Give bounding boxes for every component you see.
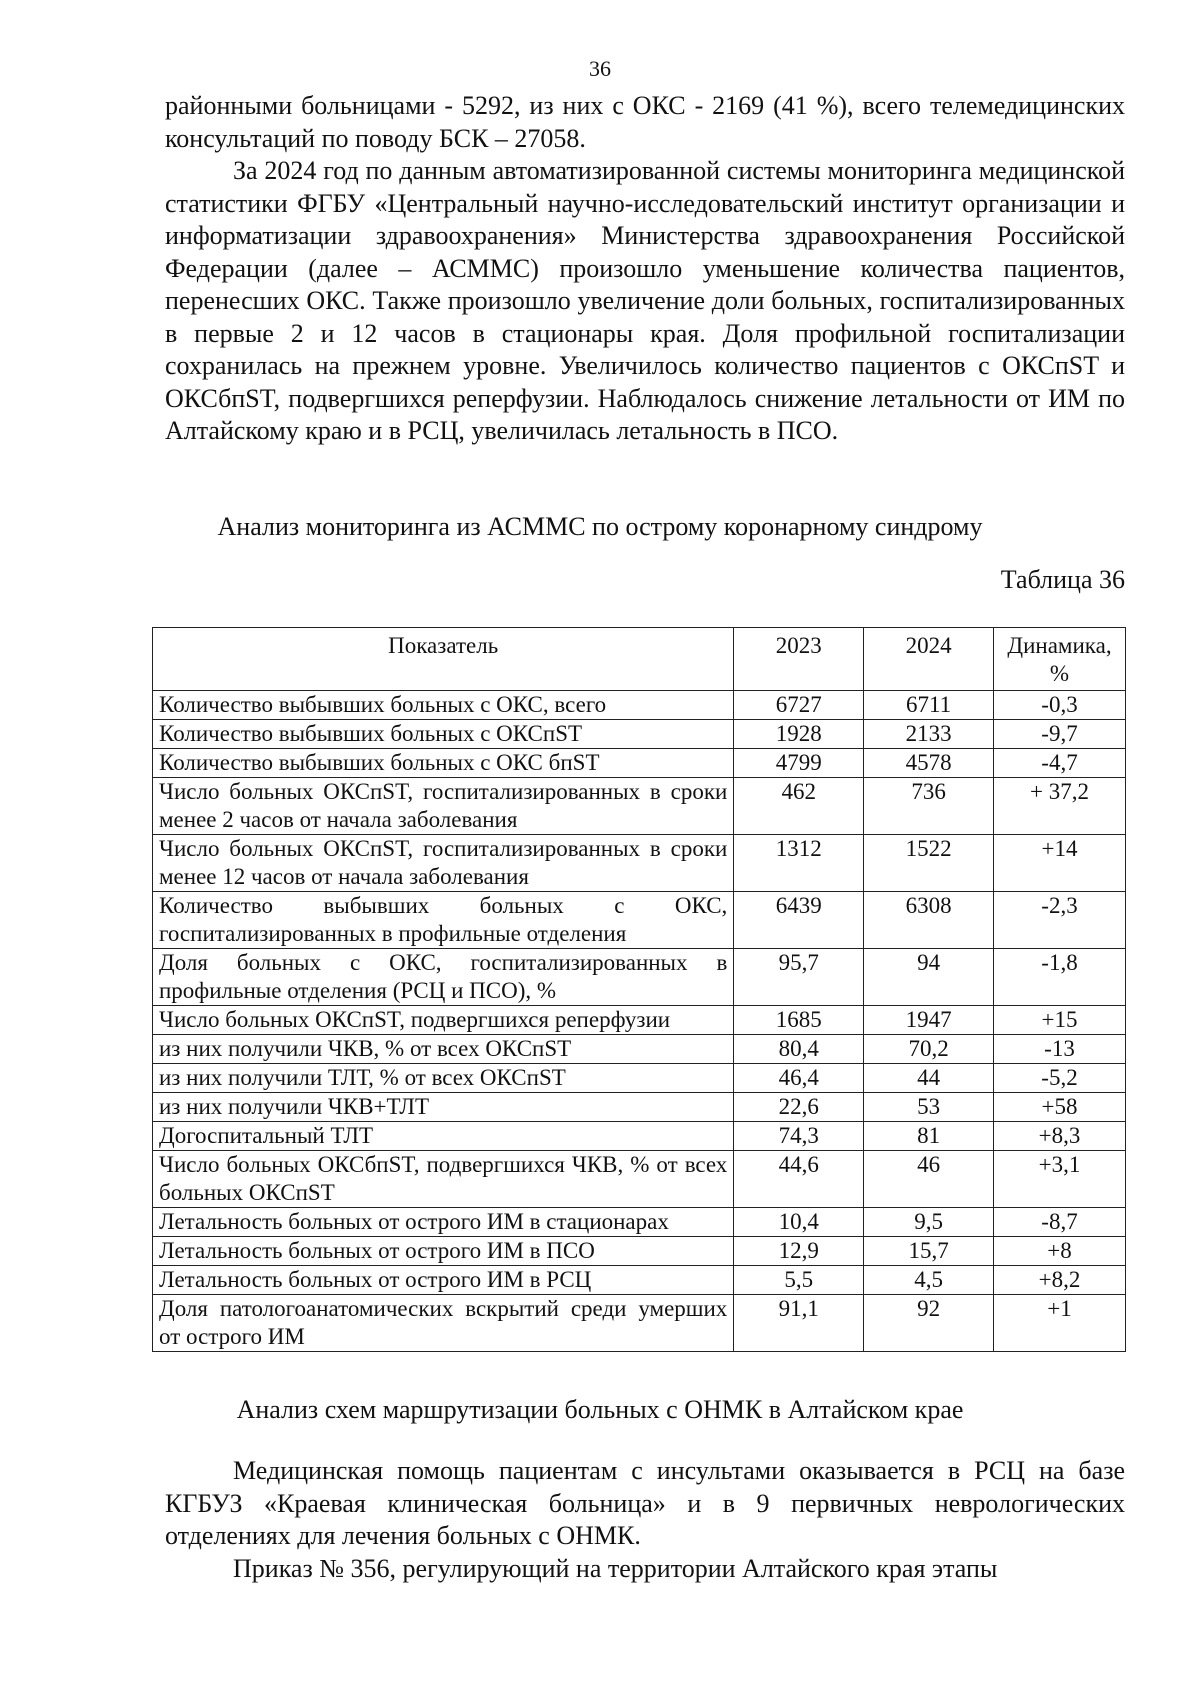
cell-dynamics: -1,8: [994, 949, 1126, 1006]
table-body: [153, 691, 1126, 1352]
cell-dynamics: +58: [994, 1093, 1126, 1122]
cell-dynamics: +3,1: [994, 1151, 1126, 1208]
cell-dynamics: -13: [994, 1035, 1126, 1064]
cell-2024: 2133: [864, 720, 994, 749]
cell-2024: 81: [864, 1122, 994, 1151]
cell-2023: 462: [734, 778, 864, 835]
cell-2024: 4,5: [864, 1266, 994, 1295]
cell-indicator: Количество выбывших больных с ОКС, всего: [153, 691, 734, 720]
table-row: [153, 1064, 1126, 1093]
intro-paragraph: районными больницами - 5292, из них с ОКС - 2169 (41 %), всего телемедицинских консультаций по поводу БСК – 27058.: [165, 91, 1125, 153]
cell-2024: 6711: [864, 691, 994, 720]
header-dynamics: Динамика, %: [994, 628, 1126, 691]
cell-dynamics: -2,3: [994, 892, 1126, 949]
cell-indicator: Догоспитальный ТЛТ: [153, 1122, 734, 1151]
order-paragraph: Приказ № 356, регулирующий на территории Алтайского края этапы: [233, 1553, 998, 1583]
cell-2024: 15,7: [864, 1237, 994, 1266]
cell-2024: 736: [864, 778, 994, 835]
cell-dynamics: +1: [994, 1295, 1126, 1352]
cell-2023: 10,4: [734, 1208, 864, 1237]
cell-indicator: Летальность больных от острого ИМ в ПСО: [153, 1237, 734, 1266]
intro-text: [165, 90, 1125, 448]
table-row: [153, 1093, 1126, 1122]
cell-dynamics: + 37,2: [994, 778, 1126, 835]
table-row: [153, 1006, 1126, 1035]
cell-2023: 6727: [734, 691, 864, 720]
cell-2024: 4578: [864, 749, 994, 778]
asmms-paragraph: За 2024 год по данным автоматизированной системы мониторинга медицинской статистики ФГБУ «Центральный научно-исследовательский институт организации и информатизации здравоохранения» Министерства здравоохранения Российской Федерации (далее – АСММС) произошло уменьшение количества пациентов, перенесших ОКС. Также произошло увеличение доли больных, госпитализированных в первые 2 и 12 часов в стационары края. Доля профильной госпитализации сохранилась на прежнем уровне. Увеличилось количество пациентов с ОКСпST и ОКСбпST, подвергшихся реперфузии. Наблюдалось снижение летальности от ИМ по Алтайскому краю и в РСЦ, увеличилась летальность в ПСО.: [165, 156, 1125, 445]
cell-2024: 6308: [864, 892, 994, 949]
cell-indicator: Доля больных с ОКС, госпитализированных в профильные отделения (РСЦ и ПСО), %: [153, 949, 734, 1006]
table-row: [153, 691, 1126, 720]
cell-2024: 1947: [864, 1006, 994, 1035]
table-row: [153, 1122, 1126, 1151]
table-row: [153, 778, 1126, 835]
cell-dynamics: +15: [994, 1006, 1126, 1035]
table-row: [153, 1151, 1126, 1208]
header-indicator: Показатель: [153, 628, 734, 691]
header-2023: 2023: [734, 628, 864, 691]
cell-2023: 95,7: [734, 949, 864, 1006]
cell-2023: 6439: [734, 892, 864, 949]
cell-indicator: из них получили ТЛТ, % от всех ОКСпST: [153, 1064, 734, 1093]
cell-2023: 12,9: [734, 1237, 864, 1266]
table-row: [153, 835, 1126, 892]
cell-dynamics: +8,3: [994, 1122, 1126, 1151]
cell-2024: 53: [864, 1093, 994, 1122]
cell-2024: 46: [864, 1151, 994, 1208]
cell-2024: 9,5: [864, 1208, 994, 1237]
cell-dynamics: +8: [994, 1237, 1126, 1266]
cell-2023: 74,3: [734, 1122, 864, 1151]
cell-2023: 1928: [734, 720, 864, 749]
cell-indicator: из них получили ЧКВ, % от всех ОКСпST: [153, 1035, 734, 1064]
cell-indicator: Число больных ОКСпST, подвергшихся реперфузии: [153, 1006, 734, 1035]
page-number: 36: [589, 56, 611, 81]
cell-indicator: Число больных ОКСпST, госпитализированных в сроки менее 2 часов от начала заболевания: [153, 778, 734, 835]
cell-indicator: из них получили ЧКВ+ТЛТ: [153, 1093, 734, 1122]
cell-2023: 4799: [734, 749, 864, 778]
cell-indicator: Количество выбывших больных с ОКС бпST: [153, 749, 734, 778]
cell-2023: 1312: [734, 835, 864, 892]
table-row: [153, 1295, 1126, 1352]
cell-indicator: Летальность больных от острого ИМ в РСЦ: [153, 1266, 734, 1295]
cell-2024: 92: [864, 1295, 994, 1352]
cell-2024: 1522: [864, 835, 994, 892]
cell-2024: 44: [864, 1064, 994, 1093]
table-row: [153, 949, 1126, 1006]
cell-2023: 91,1: [734, 1295, 864, 1352]
cell-2023: 22,6: [734, 1093, 864, 1122]
table-row: [153, 1208, 1126, 1237]
cell-2024: 70,2: [864, 1035, 994, 1064]
cell-dynamics: -4,7: [994, 749, 1126, 778]
header-2024: 2024: [864, 628, 994, 691]
cell-indicator: Число больных ОКСбпST, подвергшихся ЧКВ, % от всех больных ОКСпST: [153, 1151, 734, 1208]
cell-2023: 46,4: [734, 1064, 864, 1093]
cell-2024: 94: [864, 949, 994, 1006]
cell-dynamics: -8,7: [994, 1208, 1126, 1237]
table-row: [153, 1035, 1126, 1064]
table-header-row: [153, 628, 1126, 691]
table-row: [153, 1237, 1126, 1266]
cell-dynamics: -9,7: [994, 720, 1126, 749]
section-heading-stroke: Анализ схем маршрутизации больных с ОНМК в Алтайском крае: [236, 1395, 964, 1424]
cell-2023: 5,5: [734, 1266, 864, 1295]
table-row: [153, 1266, 1126, 1295]
cell-dynamics: +14: [994, 835, 1126, 892]
table-row: [153, 892, 1126, 949]
cell-dynamics: -0,3: [994, 691, 1126, 720]
stroke-care-paragraph: Медицинская помощь пациентам с инсультами оказывается в РСЦ на базе КГБУЗ «Краевая клиническая больница» и в 9 первичных неврологических отделениях для лечения больных с ОНМК.: [165, 1456, 1125, 1550]
cell-indicator: Количество выбывших больных с ОКСпST: [153, 720, 734, 749]
table-row: [153, 749, 1126, 778]
stroke-text: [165, 1455, 1125, 1585]
cell-indicator: Летальность больных от острого ИМ в стационарах: [153, 1208, 734, 1237]
cell-dynamics: -5,2: [994, 1064, 1126, 1093]
table-row: [153, 720, 1126, 749]
cell-dynamics: +8,2: [994, 1266, 1126, 1295]
section-heading-acs: Анализ мониторинга из АСММС по острому коронарному синдрому: [217, 512, 983, 541]
cell-2023: 80,4: [734, 1035, 864, 1064]
cell-indicator: Количество выбывших больных с ОКС, госпитализированных в профильные отделения: [153, 892, 734, 949]
acs-monitoring-table: [152, 627, 1126, 1352]
cell-indicator: Число больных ОКСпST, госпитализированных в сроки менее 12 часов от начала заболевания: [153, 835, 734, 892]
cell-2023: 1685: [734, 1006, 864, 1035]
cell-indicator: Доля патологоанатомических вскрытий среди умерших от острого ИМ: [153, 1295, 734, 1352]
cell-2023: 44,6: [734, 1151, 864, 1208]
table-caption: Таблица 36: [1000, 565, 1125, 594]
